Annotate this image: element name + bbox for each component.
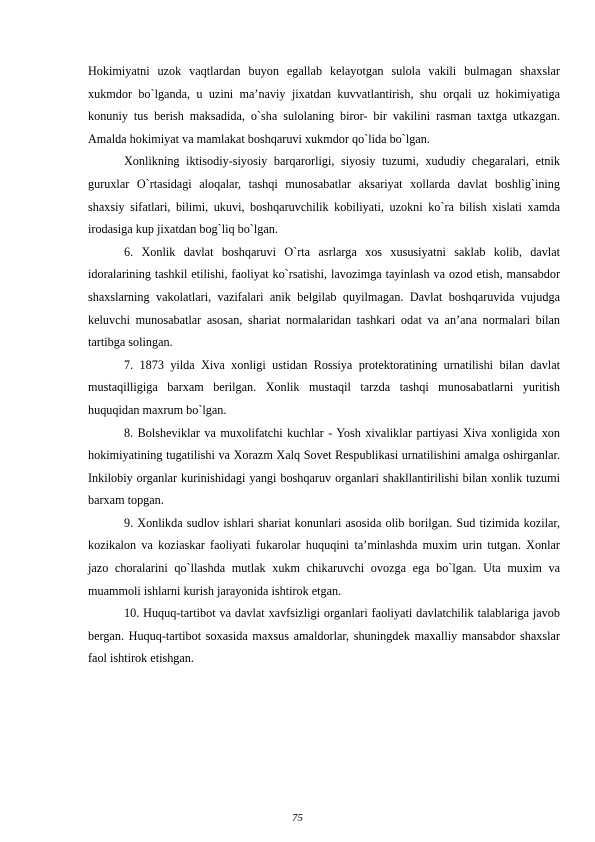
paragraph-item-9: 9. Xonlikda sudlov ishlari shariat konunlari asosida olib borilgan. Sud tizimida kozilar, kozikalon va koziaskar faoliyati fukarolar huquqini ta’minlashda muxim urin tutgan. Xonlar jazo choralarini qo`llashda mutlak xukm chikaruvchi ovozga ega bo`lgan. Uta muxim va muammoli ishlarni kurish jarayonida ishtirok etgan. xyxy=(88,515,560,598)
document-body xyxy=(88,60,560,670)
paragraph-hokimiyat: Hokimiyatni uzok vaqtlardan buyon egallab kelayotgan sulola vakili bulmagan shaxslar xukmdor bo`lganda, u uzini ma’naviy jixatdan kuvvatlantirish, shu orqali uz hokimiyatiga konuniy tus berish maksadida, o`sha sulolaning biror- bir vakilini rasman taxtga utkazgan. Amalda hokimiyat va mamlakat boshqaruvi xukmdor qo`lida bo`lgan. xyxy=(88,64,560,146)
page-number: 75 xyxy=(292,812,303,824)
paragraph-item-7: 7. 1873 yilda Xiva xonligi ustidan Rossiya protektoratining urnatilishi bilan davlat mustaqilligiga barxam berilgan. Xonlik mustaqil tarzda tashqi munosabatlarni yuritish huquqidan maxrum bo`lgan. xyxy=(88,357,560,417)
paragraph-item-8: 8. Bolsheviklar va muxolifatchi kuchlar - Yosh xivaliklar partiyasi Xiva xonligida xon hokimiyatining tugatilishi va Xorazm Xalq Sovet Respublikasi urnatilishini amalga oshirganlar. Inkilobiy organlar kurinishidagi yangi boshqaruv organlari shakllantirilishi bilan xonlik tuzumi barxam topgan. xyxy=(88,425,560,508)
paragraph-item-6: 6. Xonlik davlat boshqaruvi O`rta asrlarga xos xususiyatni saklab kolib, davlat idoralarining tashkil etilishi, faoliyat ko`rsatishi, lavozimga tayinlash va ozod etish, mansabdor shaxslarning vakolatlari, vazifalari anik belgilab quyilmagan. Davlat boshqaruvida vujudga keluvchi munosabatlar asosan, shariat normalaridan tashkari odat va an’ana normalari bilan tartibga solingan. xyxy=(88,244,560,350)
paragraph-item-10: 10. Huquq-tartibot va davlat xavfsizligi organlari faoliyati davlatchilik talablariga javob bergan. Huquq-tartibot soxasida maxsus amaldorlar, shuningdek maxalliy mansabdor shaxslar faol ishtirok etishgan. xyxy=(88,606,560,666)
paragraph-xonlikning-barqarorligi: Xonlikning iktisodiy-siyosiy barqarorligi, siyosiy tuzumi, xududiy chegaralari, etnik guruxlar O`rtasidagi aloqalar, tashqi munosabatlar aksariyat xollarda davlat boshlig`ining shaxsiy sifatlari, bilimi, ukuvi, boshqaruvchilik kobiliyati, uzokni ko`ra bilish xislati xamda irodasiga kup jixatdan bog`liq bo`lgan. xyxy=(88,154,560,237)
